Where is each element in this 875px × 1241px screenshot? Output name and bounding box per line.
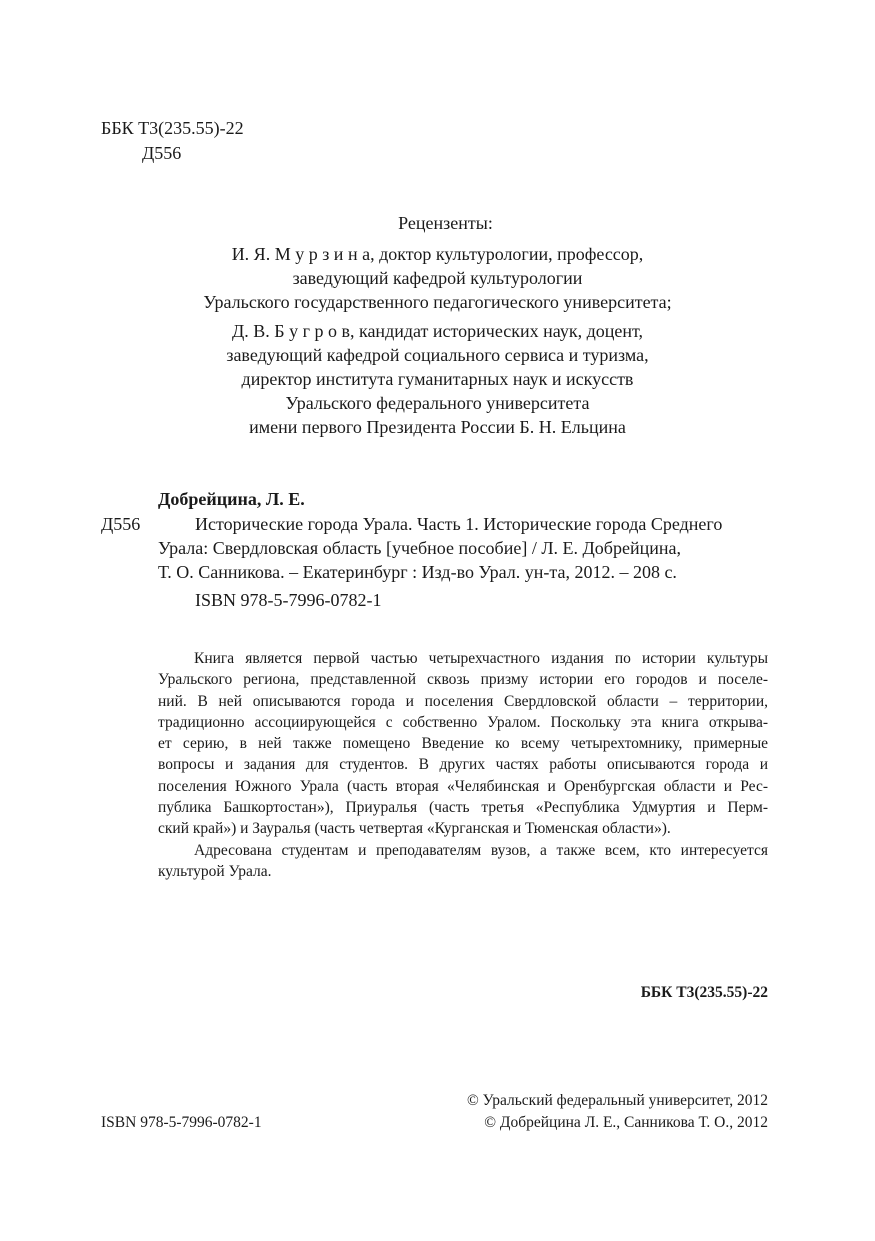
bib-isbn: ISBN 978-5-7996-0782-1 xyxy=(195,590,382,610)
bib-line2: Урала: Свердловская область [учебное пособие] / Л. Е. Добрейцина, xyxy=(158,538,681,558)
annotation xyxy=(158,648,768,882)
annotation-line: традиционно ассоциирующейся с собственно Уралом. Поскольку эта книга открыва- xyxy=(158,713,768,731)
annotation-line: Адресована студентам и преподавателям вузов, а также всем, кто интересуется xyxy=(194,841,768,859)
annotation-line: ний. В ней описываются города и поселения Свердловской области – территории, xyxy=(158,692,768,710)
reviewer1-line2: заведующий кафедрой культурологии xyxy=(292,268,583,288)
reviewer2-line5: имени первого Президента России Б. Н. Ельцина xyxy=(249,417,626,437)
bib-author: Добрейцина, Л. Е. xyxy=(158,489,305,509)
copyright-university: © Уральский федеральный университет, 2012 xyxy=(466,1092,768,1109)
annotation-line: ет серию, в ней также помещено Введение ко всему четырехтомнику, примерные xyxy=(158,735,768,753)
reviewer1-line3: Уральского государственного педагогического университета; xyxy=(203,292,672,312)
reviewer1-title: доктор культурологии, профессор, xyxy=(379,244,644,264)
annotation-line: публика Башкортостан»), Приуралья (часть третья «Республика Удмуртия и Перм- xyxy=(158,799,768,817)
reviewer2-line1 xyxy=(0,319,875,343)
annotation-line: культурой Урала. xyxy=(158,862,272,880)
reviewer2-line3: директор института гуманитарных наук и искусств xyxy=(241,369,634,389)
bib-line1: Исторические города Урала. Часть 1. Исторические города Среднего xyxy=(195,514,723,534)
isbn-bottom: ISBN 978-5-7996-0782-1 xyxy=(101,1114,262,1131)
reviewer2-name: Д. В. Б у г р о в, xyxy=(231,321,355,341)
bib-mark: Д556 xyxy=(101,514,141,534)
annotation-line: Уральского региона, представленной сквозь призму истории его городов и поселе- xyxy=(158,671,768,689)
reviewer2-line2: заведующий кафедрой социального сервиса и туризма, xyxy=(226,345,649,365)
annotation-line: поселения Южного Урала (часть вторая «Челябинская и Оренбургская области и Рес- xyxy=(158,777,768,795)
copyright-authors: © Добрейцина Л. Е., Санникова Т. О., 2012 xyxy=(484,1114,768,1131)
bbk-code-top: ББК Т3(235.55)-22 xyxy=(101,118,244,138)
reviewer2-title: кандидат исторических наук, доцент, xyxy=(358,321,644,341)
author-mark-top: Д556 xyxy=(142,143,182,163)
annotation-line: вопросы и задания для студентов. В других частях работы описываются города и xyxy=(158,756,768,774)
bib-line3: Т. О. Санникова. – Екатеринбург : Изд-во Урал. ун-та, 2012. – 208 с. xyxy=(158,562,677,582)
reviewer1-name: И. Я. М у р з и н а, xyxy=(231,244,375,264)
annotation-line: ский край») и Зауралья (часть четвертая «Курганская и Тюменская области»). xyxy=(158,820,671,838)
annotation-line: Книга является первой частью четырехчастного издания по истории культуры xyxy=(194,650,768,667)
reviewer1-line1 xyxy=(0,242,875,266)
reviewer2-line4: Уральского федерального университета xyxy=(285,393,590,413)
reviewers-title: Рецензенты: xyxy=(398,213,493,233)
bbk-code-bottom: ББК Т3(235.55)-22 xyxy=(640,984,768,1001)
